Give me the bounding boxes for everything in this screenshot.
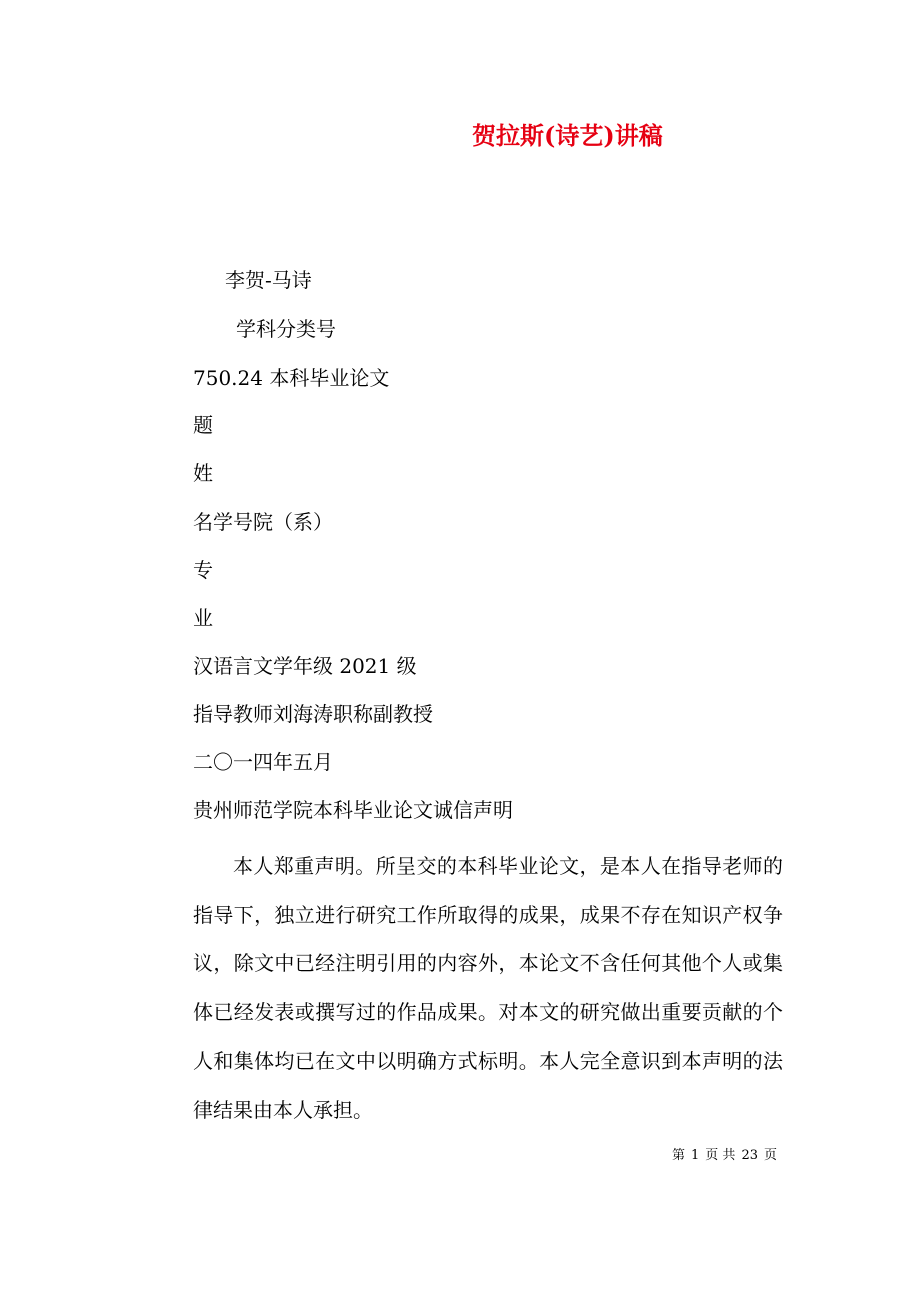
text-line: 题 xyxy=(193,413,213,437)
document-title: 贺拉斯(诗艺)讲稿 xyxy=(472,121,663,150)
text-line: 业 xyxy=(193,606,213,630)
footer-suffix: 页 xyxy=(763,1148,777,1163)
text-line: 名学号院（系） xyxy=(193,510,333,534)
text-line: 李贺-马诗 xyxy=(225,268,312,292)
footer-middle: 页 共 xyxy=(705,1148,736,1163)
text-line: 学科分类号 xyxy=(236,317,336,341)
declaration-paragraph: 本人郑重声明。所呈交的本科毕业论文，是本人在指导老师的指导下，独立进行研究工作所取得的成果，成果不存在知识产权争议，除文中已经注明引用的内容外，本论文不含任何其他个人或集体已经发表或撰写过的作品成果。对本文的研究做出重要贡献的个人和集体均已在文中以明确方式标明。本人完全意识到本声明的法律结果由本人承担。 xyxy=(193,854,783,1122)
text-line: 姓 xyxy=(193,461,213,485)
footer-total-pages: 23 xyxy=(741,1148,758,1163)
text-line: 750.24 本科毕业论文 xyxy=(193,366,390,390)
text-line: 汉语言文学年级 2021 级 xyxy=(193,654,417,678)
text-line: 指导教师刘海涛职称副教授 xyxy=(193,702,433,726)
page-footer xyxy=(669,1144,780,1163)
text-line: 专 xyxy=(193,558,213,582)
section-heading: 贵州师范学院本科毕业论文诚信声明 xyxy=(193,798,513,822)
text-line: 二〇一四年五月 xyxy=(193,750,333,774)
footer-prefix: 第 xyxy=(672,1148,686,1163)
footer-page-number: 1 xyxy=(691,1148,700,1163)
